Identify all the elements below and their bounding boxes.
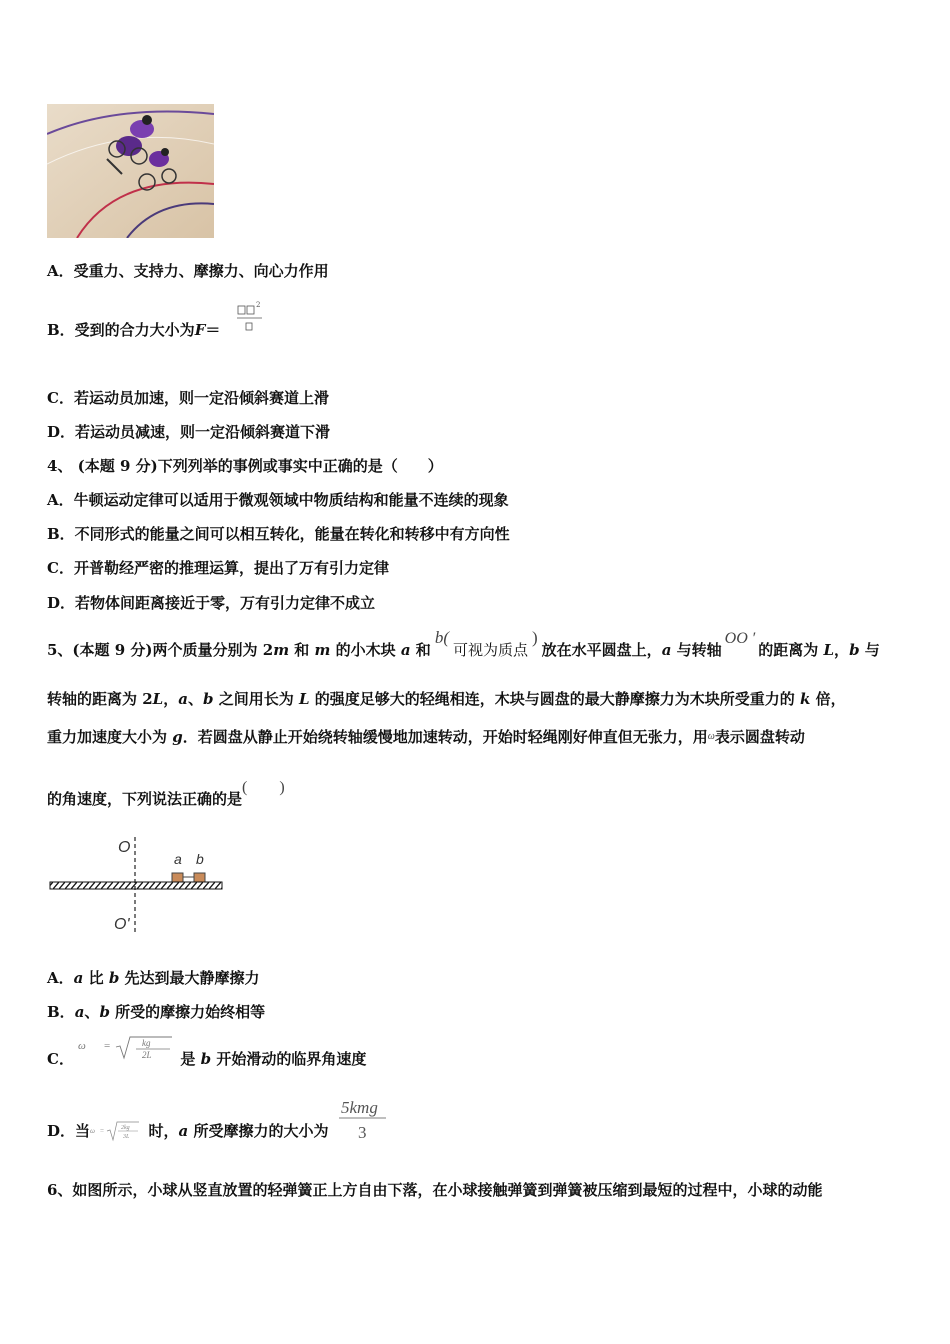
q5-option-c-label: C．: [47, 1050, 74, 1068]
q3-option-b-broken-formula: [236, 300, 266, 336]
q5-option-c-var: b: [200, 1050, 212, 1068]
svg-text:ω: ω: [78, 1040, 86, 1052]
q3-option-d: D．若运动员减速，则一定沿倾斜赛道下滑: [47, 423, 331, 441]
svg-text:2kg: 2kg: [121, 1125, 130, 1131]
q5-option-d-label: D．当: [47, 1122, 91, 1140]
q3-option-b-var: F: [194, 321, 206, 339]
block-label-a: a: [174, 851, 182, 867]
cyclists-photo: [47, 104, 214, 238]
q5-option-c-end: 开始滑动的临界角速度: [211, 1050, 367, 1068]
q5-option-d-var: a: [178, 1122, 189, 1140]
q4-option-a: A．牛顿运动定律可以适用于微观领域中物质结构和能量不连续的现象: [47, 491, 509, 509]
q3-option-c: C．若运动员加速，则一定沿倾斜赛道上滑: [47, 389, 329, 407]
svg-text:3: 3: [358, 1123, 367, 1142]
svg-text:2L: 2L: [142, 1050, 152, 1060]
q3-option-a: A．受重力、支持力、摩擦力、向心力作用: [47, 262, 329, 280]
svg-text:=: =: [100, 1127, 104, 1135]
axis-label-o: O: [118, 839, 131, 856]
q3-option-b: [47, 320, 220, 340]
q4-option-b: B．不同形式的能量之间可以相互转化，能量在转化和转移中有方向性: [47, 525, 510, 543]
q3-option-b-eq: ＝: [205, 321, 221, 339]
q5-stem-line-3: 重力加速度大小为 g．若圆盘从静止开始绕转轴缓慢地加速转动，开始时轻绳刚好伸直但无张力，用$^\omega$表示圆盘转动: [47, 728, 805, 746]
svg-text:2: 2: [256, 301, 261, 309]
svg-text:ω: ω: [90, 1127, 95, 1135]
q4-option-c: C．开普勒经严密的推理运算，提出了万有引力定律: [47, 559, 389, 577]
q6-stem: 6、如图所示，小球从竖直放置的轻弹簧正上方自由下落，在小球接触弹簧到弹簧被压缩到最短的过程中，小球的动能: [47, 1181, 823, 1199]
disk: [50, 882, 222, 889]
svg-text:3L: 3L: [123, 1134, 130, 1140]
block-label-b: b: [196, 851, 204, 867]
q4-stem: 4、 (本题 9 分)下列列举的事例或事实中正确的是（ ）: [47, 457, 443, 475]
q5-option-c-mid: 是: [180, 1050, 201, 1068]
q5-option-d-mid: 时，: [148, 1122, 179, 1140]
svg-text:=: =: [104, 1040, 111, 1052]
q5-option-a: A．a 比 b 先达到最大静摩擦力: [47, 969, 260, 987]
block-a: [172, 873, 183, 882]
q5-option-b: B．a、b 所受的摩擦力始终相等: [47, 1003, 266, 1021]
q5-option-d-answer-fraction: [336, 1094, 392, 1144]
q5-stem-line-4: 的角速度，下列说法正确的是( ): [47, 779, 285, 808]
q5-option-d-end: 所受摩擦力的大小为: [188, 1122, 329, 1140]
q5-option-d-condition-formula: [89, 1119, 141, 1143]
rotating-disk-diagram: [47, 833, 227, 939]
axis-label-o-prime: O': [114, 916, 130, 933]
q5-option-c-formula: [76, 1033, 176, 1063]
svg-text:5kmg: 5kmg: [341, 1098, 378, 1117]
q5-stem-line-2: 转轴的距离为 2L，a、b 之间用长为 L 的强度足够大的轻绳相连，木块与圆盘的最大静摩擦力为木块所受重力的 k 倍，: [47, 690, 846, 708]
q5-stem-line-1: 5、(本题 9 分)两个质量分别为 2m 和 m 的小木块 a 和b(可视为质点)放在水平圆盘上，a 与转轴OO ′的距离为 L，b 与: [47, 628, 880, 659]
q4-option-d: D．若物体间距离接近于零，万有引力定律不成立: [47, 594, 376, 612]
q3-option-b-text: B．受到的合力大小为: [47, 321, 195, 339]
svg-text:kg: kg: [142, 1038, 151, 1048]
block-b: [194, 873, 205, 882]
